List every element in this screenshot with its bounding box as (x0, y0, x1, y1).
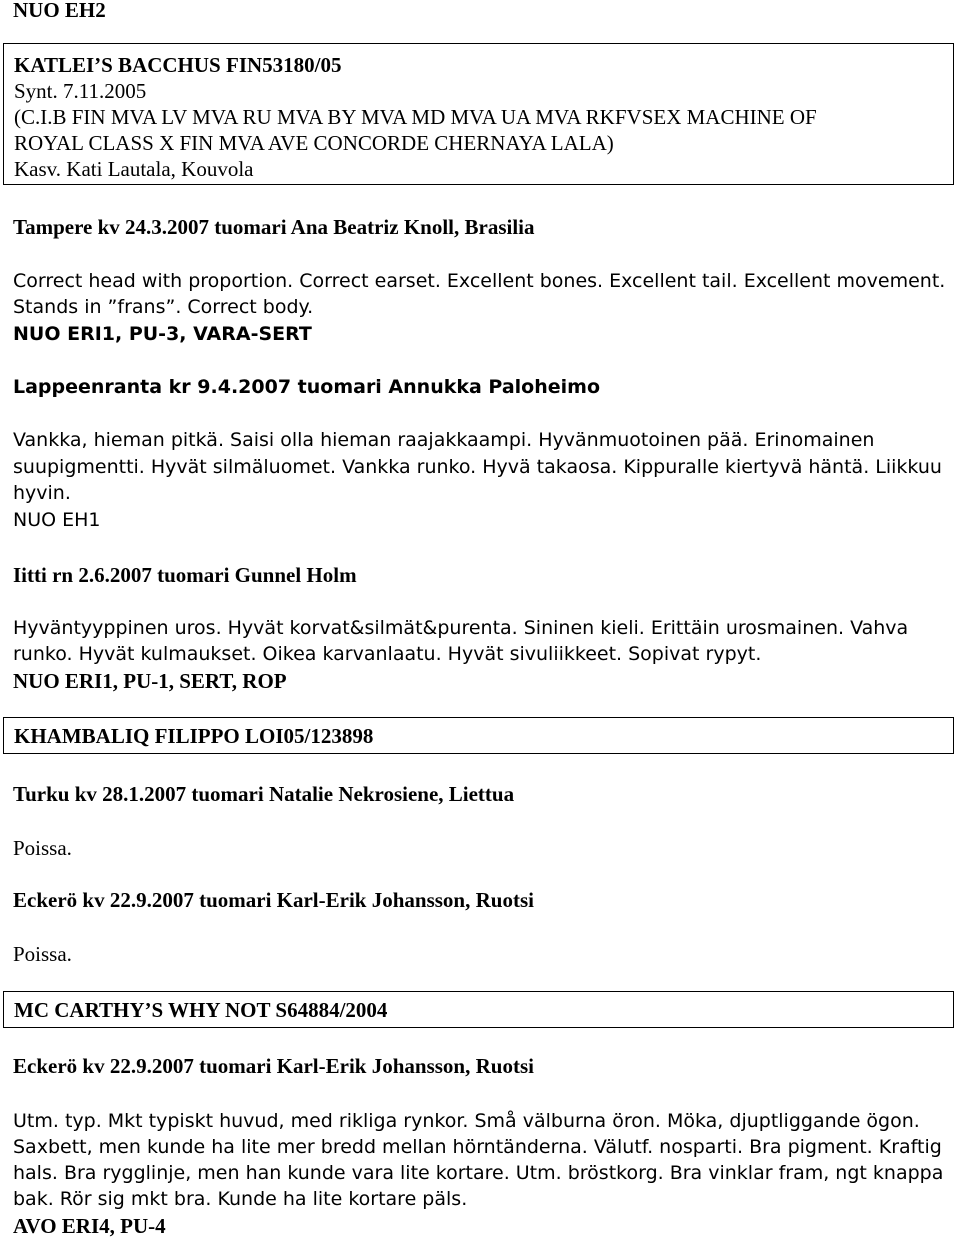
dog-breeder: Kasv. Kati Lautala, Kouvola (14, 157, 254, 181)
show-heading: Iitti rn 2.6.2007 tuomari Gunnel Holm (13, 563, 357, 587)
dog-info-box (3, 717, 954, 754)
critique-line: hyvin. (13, 482, 71, 504)
dog-name-registration: KATLEI’S BACCHUS FIN53180/05 (14, 53, 342, 77)
document-title: NUO EH2 (13, 0, 106, 22)
critique-line: suupigmentti. Hyvät silmäluomet. Vankka runko. Hyvä takaosa. Kippuralle kiertyvä häntä. Liikkuu (13, 456, 942, 478)
dog-birth-date: Synt. 7.11.2005 (14, 79, 147, 103)
show-heading: Lappeenranta kr 9.4.2007 tuomari Annukka Paloheimo (13, 376, 601, 398)
critique-line: Vankka, hieman pitkä. Saisi olla hieman raajakkaampi. Hyvänmuotoinen pää. Erinomainen (13, 429, 875, 451)
show-result: AVO ERI4, PU-4 (13, 1214, 166, 1238)
show-heading: Eckerö kv 22.9.2007 tuomari Karl-Erik Johansson, Ruotsi (13, 1054, 534, 1078)
dog-parents-line-2: ROYAL CLASS X FIN MVA AVE CONCORDE CHERNAYA LALA) (14, 131, 614, 155)
critique-line: Saxbett, men kunde ha lite mer bredd mellan hörntänderna. Välutf. nosparti. Bra pigment. Kraftig (13, 1136, 942, 1158)
critique-line: Hyväntyyppinen uros. Hyvät korvat&silmät&purenta. Sininen kieli. Erittäin urosmainen. Vahva (13, 617, 909, 639)
dog-parents-line-1: (C.I.B FIN MVA LV MVA RU MVA BY MVA MD MVA UA MVA RKFVSEX MACHINE OF (14, 105, 817, 129)
critique-line: hals. Bra rygglinje, men han kunde vara lite kortare. Utm. bröstkorg. Bra vinklar fram, ngt knappa (13, 1162, 944, 1184)
show-heading: Turku kv 28.1.2007 tuomari Natalie Nekrosiene, Liettua (13, 782, 515, 806)
show-heading: Eckerö kv 22.9.2007 tuomari Karl-Erik Johansson, Ruotsi (13, 888, 534, 912)
critique-line: Utm. typ. Mkt typiskt huvud, med rikliga rynkor. Små välburna öron. Möka, djuptliggande ögon. (13, 1110, 920, 1132)
dog-info-box (3, 991, 954, 1028)
critique-line: runko. Hyvät kulmaukset. Oikea karvanlaatu. Hyvät sivuliikkeet. Sopivat rypyt. (13, 643, 762, 665)
critique-line: bak. Rör sig mkt bra. Kunde ha lite kortare päls. (13, 1188, 468, 1210)
critique-line: Poissa. (13, 836, 72, 860)
dog-info-box (3, 43, 954, 185)
dog-name-registration: KHAMBALIQ FILIPPO LOI05/123898 (14, 724, 374, 748)
critique-line: Poissa. (13, 942, 72, 966)
show-result: NUO ERI1, PU-1, SERT, ROP (13, 669, 287, 693)
critique-line: Stands in ”frans”. Correct body. (13, 296, 314, 318)
critique-line: Correct head with proportion. Correct earset. Excellent bones. Excellent tail. Excellent movement. (13, 270, 946, 292)
dog-name-registration: MC CARTHY’S WHY NOT S64884/2004 (14, 998, 388, 1022)
show-result: NUO ERI1, PU-3, VARA-SERT (13, 323, 312, 345)
show-result: NUO EH1 (13, 509, 101, 531)
show-heading: Tampere kv 24.3.2007 tuomari Ana Beatriz Knoll, Brasilia (13, 215, 535, 239)
